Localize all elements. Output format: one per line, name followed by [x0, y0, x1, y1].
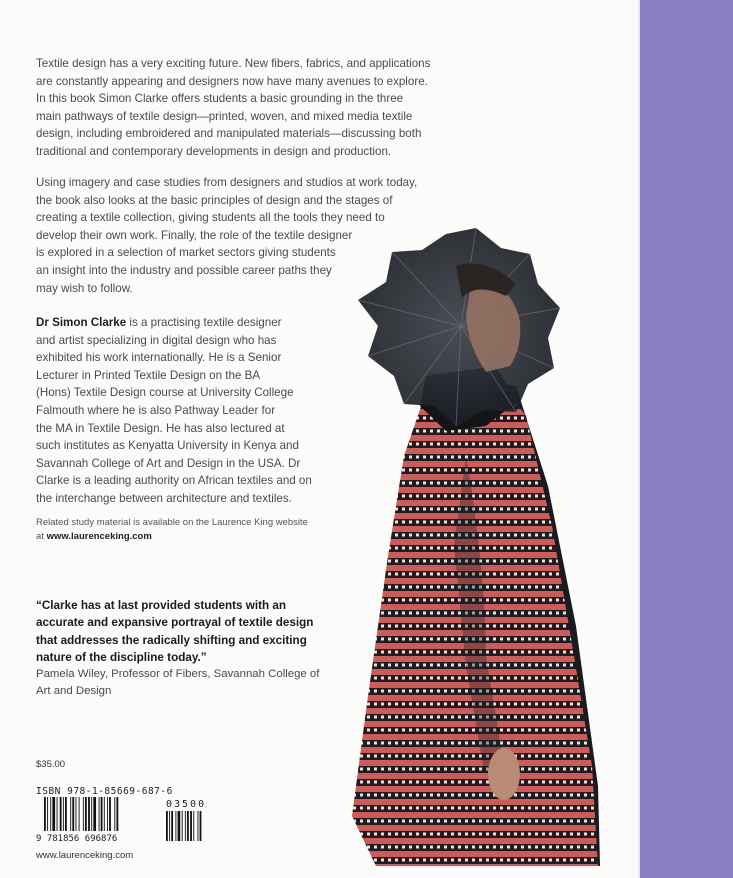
barcode-digits: 9 781856 696876 — [36, 834, 118, 843]
barcode-bar — [91, 797, 92, 831]
text-line: design, including embroidered and manipulated materials—discussing both — [36, 127, 422, 141]
barcode-bar — [182, 811, 183, 841]
text-line: Pamela Wiley, Professor of Fibers, Savannah College of — [36, 668, 320, 680]
text-line: the interchange between architecture and textiles. — [36, 491, 292, 505]
barcode-bar — [178, 811, 181, 841]
isbn: ISBN 978-1-85669-687-6 — [36, 786, 173, 797]
barcode-bar — [63, 797, 64, 831]
text-line: nature of the discipline today.” — [36, 651, 207, 665]
barcode-bar — [47, 797, 48, 831]
barcode-bar — [169, 811, 170, 841]
publisher-website[interactable]: www.laurenceking.com — [36, 850, 134, 861]
hand — [488, 748, 520, 800]
barcode-bar — [107, 797, 108, 831]
barcode-bar — [109, 797, 111, 831]
text-line: creating a textile collection, giving students all the tools they need to — [36, 211, 385, 225]
barcode-bar — [70, 797, 71, 831]
text-line: main pathways of textile design—printed, woven, and mixed media textile — [36, 109, 413, 123]
text-line: that addresses the radically shifting and exciting — [36, 633, 307, 647]
barcode-bar — [44, 797, 46, 831]
bio-text: is a practising textile designer — [126, 316, 282, 329]
barcode-bar — [72, 797, 74, 831]
text-line: such institutes as Kenyatta University in Kenya and — [36, 439, 299, 453]
text-line: are constantly appearing and designers now have many avenues to explore. — [36, 74, 428, 88]
barcode-bar — [200, 811, 202, 841]
barcode-bar — [57, 797, 58, 831]
text-line: Textile design has a very exciting future. New fibers, fabrics, and applications — [36, 57, 431, 70]
text-line: exhibited his work internationally. He is a Senior — [36, 351, 282, 365]
barcode-icon — [36, 797, 236, 843]
barcode-bar — [83, 797, 84, 831]
author-name: Dr Simon Clarke — [36, 316, 127, 329]
barcode-bar — [76, 797, 77, 831]
text-line: and artist specializing in digital design who has — [36, 333, 277, 347]
intro-paragraph — [36, 55, 430, 161]
barcode-bar — [85, 797, 87, 831]
price: $35.00 — [36, 759, 66, 770]
barcode-bar — [114, 797, 115, 831]
barcode-bar — [104, 797, 105, 831]
barcode-bar — [171, 811, 173, 841]
text-line: traditional and contemporary developments in design and production. — [36, 144, 392, 158]
barcode-bar — [187, 811, 189, 841]
price-code: 03500 — [166, 799, 207, 810]
barcode-bar — [99, 797, 100, 831]
text-line: develop their own work. Finally, the role of the textile designer — [36, 228, 353, 242]
barcode-bar — [198, 811, 199, 841]
text-line: the book also looks at the basic principles of design and the stages of — [36, 193, 393, 207]
author-bio — [36, 314, 312, 508]
text-line: Lecturer in Printed Textile Design on the BA — [36, 368, 261, 382]
text-line: an insight into the industry and possible career paths they — [36, 263, 332, 277]
website-link[interactable]: www.laurenceking.com — [46, 531, 152, 542]
barcode-bar — [116, 797, 118, 831]
related-prefix: at — [36, 531, 47, 542]
barcode-bar — [193, 811, 194, 841]
text-line: (Hons) Textile Design course at University College — [36, 386, 294, 400]
barcode-bar — [93, 797, 96, 831]
text-line: may wish to follow. — [36, 281, 133, 295]
text-line — [36, 314, 312, 332]
text-line: the MA in Textile Design. He has also lectured at — [36, 421, 285, 435]
text-line: “Clarke has at last provided students with an — [36, 599, 287, 612]
barcode-bar — [166, 811, 168, 841]
barcode-bar — [60, 797, 62, 831]
barcode-bar — [190, 811, 192, 841]
barcode-bar — [185, 811, 186, 841]
quote-attribution — [36, 666, 319, 700]
text-line: Clarke is a leading authority on African textiles and on — [36, 474, 312, 488]
review-quote — [36, 597, 313, 667]
barcode-bar — [52, 797, 55, 831]
text-line: Falmouth where he is also Pathway Leader for — [36, 403, 276, 417]
text-line: Art and Design — [36, 685, 112, 697]
cover-photo-model-with-umbrella — [316, 226, 616, 878]
barcode-bar — [88, 797, 90, 831]
text-line — [36, 530, 308, 544]
barcode-bar — [101, 797, 103, 831]
barcode-bar — [79, 797, 80, 831]
text-line: In this book Simon Clarke offers students a basic grounding in the three — [36, 92, 404, 106]
second-paragraph — [36, 174, 417, 297]
text-line: Related study material is available on the Laurence King website — [36, 517, 308, 528]
barcode-bar — [175, 811, 176, 841]
text-line: is explored in a selection of market sectors giving students — [36, 246, 336, 260]
text-line: accurate and expansive portrayal of textile design — [36, 616, 314, 630]
related-material-note — [36, 516, 308, 544]
text-line: Using imagery and case studies from designers and studios at work today, — [36, 176, 418, 189]
barcode-bar — [50, 797, 51, 831]
text-line: Savannah College of Art and Design in the USA. Dr — [36, 456, 301, 470]
purple-spine-band — [640, 0, 733, 878]
barcode-bar — [65, 797, 67, 831]
